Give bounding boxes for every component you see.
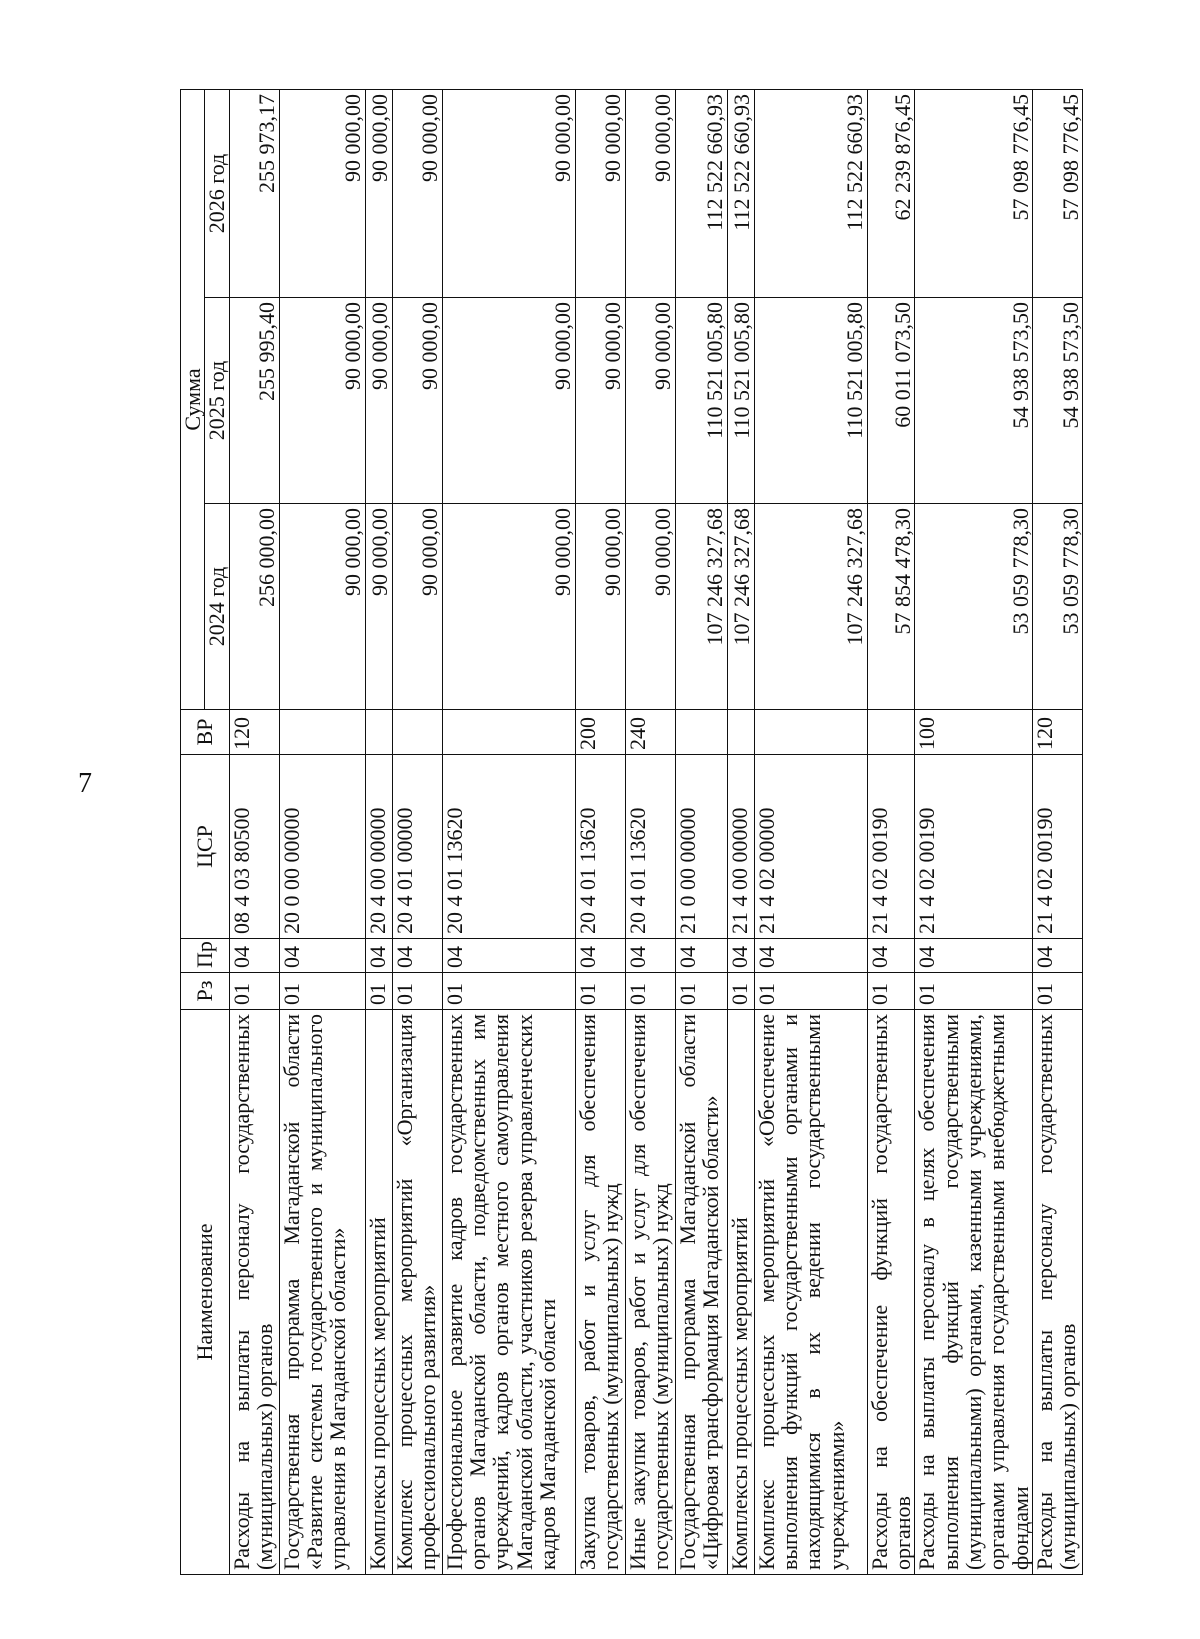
row-amount-2025: 255 995,40 (229, 298, 279, 504)
row-rz-cell: 01 (365, 973, 392, 1010)
row-name-cell: Расходы на выплаты персоналу в целях обеспечения выполнения функций государственными (муниципальными) органами, казенными учреждениями, органами управления государственными внебюджетными фондами (915, 1010, 1033, 1575)
row-name-cell: Комплексы процессных мероприятий (365, 1010, 392, 1575)
row-amount-2026: 90 000,00 (575, 90, 625, 298)
header-pr: Пр (181, 939, 230, 973)
row-csr-cell: 20 4 01 13620 (442, 755, 575, 939)
header-csr: ЦСР (181, 755, 230, 939)
table-row (727, 90, 754, 1575)
row-csr-cell: 21 4 02 00190 (915, 755, 1033, 939)
header-rz: Рз (181, 973, 230, 1010)
table-row (754, 90, 867, 1575)
header-name: Наименование (181, 1010, 230, 1575)
budget-table-container (180, 90, 1083, 1575)
row-amount-2024: 53 059 778,30 (1032, 504, 1082, 710)
row-amount-2025: 60 011 073,50 (867, 298, 915, 504)
row-vr-cell (675, 710, 727, 755)
row-pr-cell: 04 (1032, 939, 1082, 973)
row-rz-cell: 01 (442, 973, 575, 1010)
row-rz-cell: 01 (1032, 973, 1082, 1010)
row-amount-2025: 90 000,00 (442, 298, 575, 504)
row-name-cell: Государственная программа Магаданской области «Развитие системы государственного и муниципального управления в Магаданской области» (279, 1010, 365, 1575)
table-row (392, 90, 442, 1575)
row-name-cell: Профессиональное развитие кадров государственных органов Магаданской области, подведомственных им учреждений, кадров органов местного самоуправления Магаданской области, участников резерва управленческих кадров Магаданской области (442, 1010, 575, 1575)
table-row (867, 90, 915, 1575)
header-year-2026: 2026 год (205, 90, 229, 298)
row-amount-2025: 110 521 005,80 (675, 298, 727, 504)
row-name-cell: Закупка товаров, работ и услуг для обеспечения государственных (муниципальных) нужд (575, 1010, 625, 1575)
row-csr-cell: 20 4 00 00000 (365, 755, 392, 939)
row-amount-2024: 90 000,00 (279, 504, 365, 710)
row-pr-cell: 04 (442, 939, 575, 973)
row-amount-2025: 90 000,00 (392, 298, 442, 504)
row-name-cell: Расходы на обеспечение функций государственных органов (867, 1010, 915, 1575)
page-number: 7 (78, 768, 92, 799)
row-amount-2026: 112 522 660,93 (727, 90, 754, 298)
row-csr-cell: 20 4 01 13620 (625, 755, 675, 939)
row-pr-cell: 04 (229, 939, 279, 973)
header-year-2024: 2024 год (205, 504, 229, 710)
row-pr-cell: 04 (915, 939, 1033, 973)
row-csr-cell: 08 4 03 80500 (229, 755, 279, 939)
row-amount-2024: 90 000,00 (575, 504, 625, 710)
row-csr-cell: 21 4 02 00000 (754, 755, 867, 939)
row-amount-2024: 90 000,00 (365, 504, 392, 710)
row-pr-cell: 04 (675, 939, 727, 973)
row-pr-cell: 04 (365, 939, 392, 973)
row-amount-2024: 53 059 778,30 (915, 504, 1033, 710)
row-rz-cell: 01 (754, 973, 867, 1010)
row-vr-cell (867, 710, 915, 755)
row-vr-cell (392, 710, 442, 755)
table-row (625, 90, 675, 1575)
row-rz-cell: 01 (625, 973, 675, 1010)
row-name-cell: Расходы на выплаты персоналу государственных (муниципальных) органов (229, 1010, 279, 1575)
row-pr-cell: 04 (754, 939, 867, 973)
row-csr-cell: 21 4 02 00190 (1032, 755, 1082, 939)
row-name-cell: Комплекс процессных мероприятий «Организация профессионального развития» (392, 1010, 442, 1575)
header-vr: ВР (181, 710, 230, 755)
row-csr-cell: 20 4 01 00000 (392, 755, 442, 939)
row-amount-2026: 112 522 660,93 (675, 90, 727, 298)
row-amount-2024: 57 854 478,30 (867, 504, 915, 710)
row-csr-cell: 21 4 02 00190 (867, 755, 915, 939)
row-name-cell: Расходы на выплаты персоналу государственных (муниципальных) органов (1032, 1010, 1082, 1575)
row-amount-2026: 255 973,17 (229, 90, 279, 298)
table-row (365, 90, 392, 1575)
row-amount-2025: 110 521 005,80 (754, 298, 867, 504)
row-rz-cell: 01 (279, 973, 365, 1010)
row-amount-2026: 90 000,00 (625, 90, 675, 298)
row-csr-cell: 21 0 00 00000 (675, 755, 727, 939)
row-amount-2026: 90 000,00 (442, 90, 575, 298)
row-vr-cell (727, 710, 754, 755)
row-amount-2025: 54 938 573,50 (915, 298, 1033, 504)
row-amount-2026: 90 000,00 (392, 90, 442, 298)
row-amount-2025: 54 938 573,50 (1032, 298, 1082, 504)
row-rz-cell: 01 (229, 973, 279, 1010)
row-vr-cell: 100 (915, 710, 1033, 755)
row-amount-2024: 90 000,00 (625, 504, 675, 710)
row-amount-2024: 107 246 327,68 (754, 504, 867, 710)
row-amount-2024: 90 000,00 (442, 504, 575, 710)
row-pr-cell: 04 (392, 939, 442, 973)
row-vr-cell (279, 710, 365, 755)
row-pr-cell: 04 (279, 939, 365, 973)
row-vr-cell: 120 (229, 710, 279, 755)
row-vr-cell: 240 (625, 710, 675, 755)
row-amount-2025: 110 521 005,80 (727, 298, 754, 504)
table-row (575, 90, 625, 1575)
row-vr-cell (754, 710, 867, 755)
row-amount-2024: 107 246 327,68 (675, 504, 727, 710)
row-rz-cell: 01 (575, 973, 625, 1010)
row-rz-cell: 01 (675, 973, 727, 1010)
row-vr-cell (365, 710, 392, 755)
row-name-cell: Иные закупки товаров, работ и услуг для обеспечения государственных (муниципальных) нужд (625, 1010, 675, 1575)
row-vr-cell: 120 (1032, 710, 1082, 755)
header-year-2025: 2025 год (205, 298, 229, 504)
row-csr-cell: 20 4 01 13620 (575, 755, 625, 939)
row-amount-2026: 62 239 876,45 (867, 90, 915, 298)
row-pr-cell: 04 (867, 939, 915, 973)
row-amount-2025: 90 000,00 (279, 298, 365, 504)
row-vr-cell (442, 710, 575, 755)
row-name-cell: Комплекс процессных мероприятий «Обеспечение выполнения функций государственными органами и находящимися в их ведении государственными учреждениями» (754, 1010, 867, 1575)
row-rz-cell: 01 (867, 973, 915, 1010)
table-row (229, 90, 279, 1575)
row-rz-cell: 01 (392, 973, 442, 1010)
row-csr-cell: 21 4 00 00000 (727, 755, 754, 939)
row-amount-2024: 107 246 327,68 (727, 504, 754, 710)
row-vr-cell: 200 (575, 710, 625, 755)
row-amount-2026: 112 522 660,93 (754, 90, 867, 298)
row-amount-2026: 90 000,00 (365, 90, 392, 298)
row-pr-cell: 04 (727, 939, 754, 973)
table-row (915, 90, 1033, 1575)
row-amount-2026: 57 098 776,45 (915, 90, 1033, 298)
row-name-cell: Комплексы процессных мероприятий (727, 1010, 754, 1575)
row-amount-2024: 256 000,00 (229, 504, 279, 710)
row-amount-2025: 90 000,00 (575, 298, 625, 504)
row-pr-cell: 04 (575, 939, 625, 973)
row-amount-2024: 90 000,00 (392, 504, 442, 710)
table-row (1032, 90, 1082, 1575)
table-row (675, 90, 727, 1575)
row-csr-cell: 20 0 00 00000 (279, 755, 365, 939)
row-pr-cell: 04 (625, 939, 675, 973)
row-rz-cell: 01 (727, 973, 754, 1010)
table-row (442, 90, 575, 1575)
header-sum: Сумма (181, 90, 205, 710)
row-name-cell: Государственная программа Магаданской области «Цифровая трансформация Магаданской области» (675, 1010, 727, 1575)
table-row (279, 90, 365, 1575)
budget-table (180, 89, 1083, 1575)
row-amount-2025: 90 000,00 (625, 298, 675, 504)
row-amount-2026: 90 000,00 (279, 90, 365, 298)
row-amount-2025: 90 000,00 (365, 298, 392, 504)
row-rz-cell: 01 (915, 973, 1033, 1010)
row-amount-2026: 57 098 776,45 (1032, 90, 1082, 298)
